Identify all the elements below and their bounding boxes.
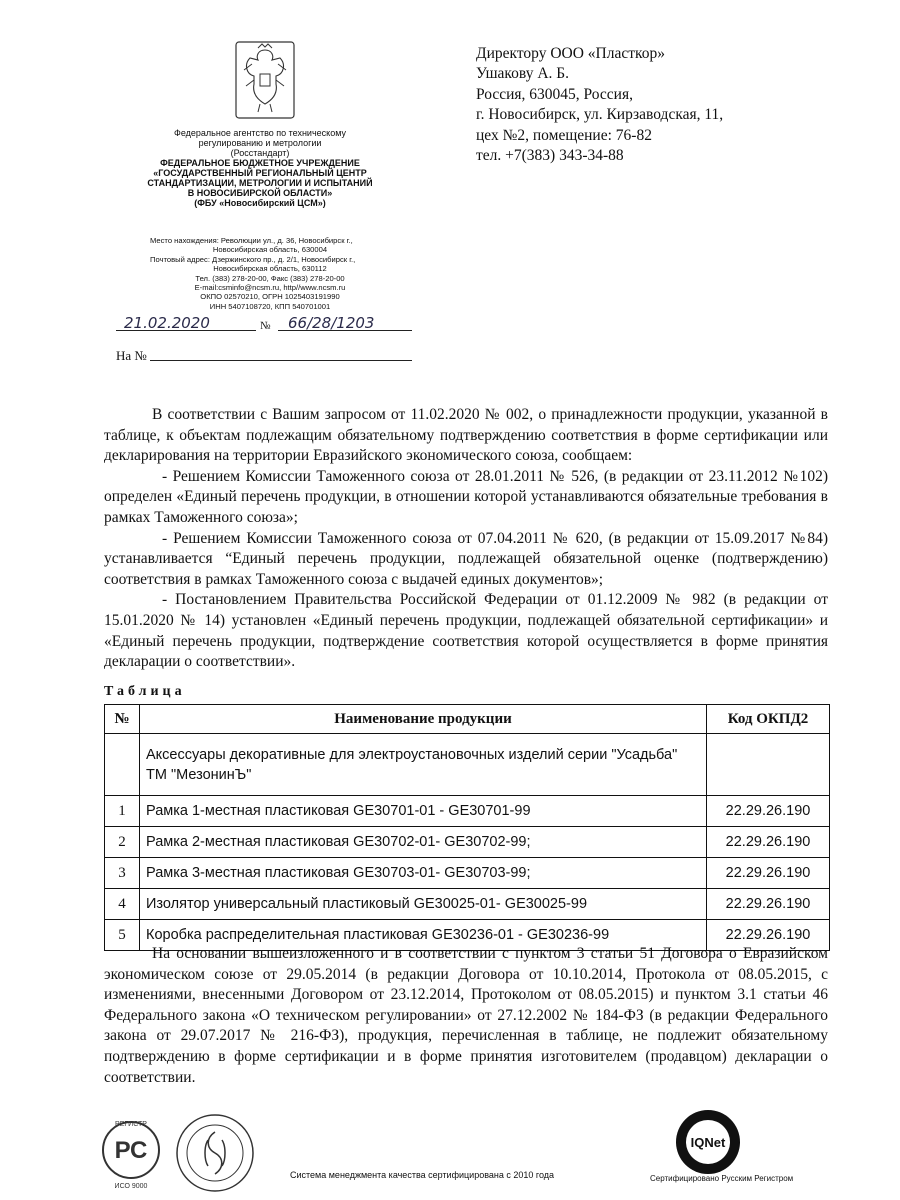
row-code: 22.29.26.190: [707, 858, 830, 889]
group-num-cell: [105, 734, 140, 796]
body-paragraph: - Постановлением Правительства Российской Федерации от 01.12.2009 № 982 (в редакции от 15.01.2020 № 14) установлен «Единый перечень продукции, подлежащей обязательной сертификации» и «Единый перечень продукции, подтверждение соответствия которой осуществляется в форме принятия декларации о соответствии».: [104, 591, 828, 671]
conclusion-block: [104, 944, 828, 1088]
conclusion-paragraph: На основании вышеизложенного и в соответствии с пунктом 3 статьи 51 Договора о Евразийском экономическом союзе от 29.05.2014 (в редакции Договора от 10.10.2014, Протокола от 08.05.2015, с изменениями, внесенными Договором от 23.12.2014, Протоколом от 08.05.2015) и пунктом 3.1 статьи 46 Федерального закона «О техническом регулировании» от 27.12.2002 № 184-ФЗ (в редакции Федерального закона от 29.07.2017 № 216-ФЗ), продукция, перечисленная в таблице, не подлежит обязательному подтверждению в форме сертификации и в форме принятия изготовителем (продавцом) декларации о соответствии.: [104, 945, 828, 1086]
contact-line: Почтовый адрес: Дзержинского пр., д. 2/1, Новосибирск г.,: [150, 254, 356, 264]
addressee-line: тел. +7(383) 343-34-88: [476, 147, 624, 165]
row-name: Рамка 1-местная пластиковая GE30701-01 - GE30701-99: [140, 796, 707, 827]
group-title: Аксессуары декоративные для электроустановочных изделий серии "Усадьба" ТМ "МезонинЪ": [140, 734, 707, 796]
products-table: [104, 704, 830, 951]
contact-line: Тел. (383) 278-20-00, Факс (383) 278-20-00: [195, 273, 345, 283]
group-code-cell: [707, 734, 830, 796]
table-row: [105, 889, 830, 920]
body-paragraph: - Решением Комиссии Таможенного союза от 28.01.2011 № 526, (в редакции от 23.11.2012 №102) определен «Единый перечень продукции, в отношении которой устанавливаются обязательные требования в рамках Таможенного союза»;: [104, 467, 828, 526]
handwritten-date: 21.02.2020: [124, 314, 210, 332]
row-num: 1: [105, 796, 140, 827]
table-row: [105, 827, 830, 858]
rst-logo-bottom-text: ИСО 9000: [114, 1183, 148, 1190]
institution-line: «ГОСУДАРСТВЕННЫЙ РЕГИОНАЛЬНЫЙ ЦЕНТР: [153, 168, 367, 178]
contact-line: Новосибирская область, 630112: [213, 264, 327, 274]
institution-line: СТАНДАРТИЗАЦИИ, МЕТРОЛОГИИ И ИСПЫТАНИЙ: [147, 178, 373, 188]
addressee-line: Директору ООО «Пласткор»: [476, 45, 665, 62]
agency-line: регулированию и метрологии: [198, 138, 322, 148]
quality-seal-logo: [174, 1112, 256, 1194]
header-code: Код ОКПД2: [707, 705, 830, 734]
contact-line: Новосибирская область, 630004: [212, 245, 328, 255]
reply-to-label: На №: [116, 348, 147, 363]
table-group-row: [105, 734, 830, 796]
row-name: Коробка распределительная пластиковая GE30236-01 - GE30236-99: [140, 920, 707, 951]
reply-to-underline: [150, 360, 412, 361]
row-code: 22.29.26.190: [707, 920, 830, 951]
institution-line: ФЕДЕРАЛЬНОЕ БЮДЖЕТНОЕ УЧРЕЖДЕНИЕ: [160, 158, 360, 168]
body-paragraph: - Решением Комиссии Таможенного союза от 07.04.2011 № 620, (в редакции от 15.09.2017 №84) устанавливается “Единый перечень продукции, подлежащей обязательной оценке (подтверждению) соответствия в рамках Таможенного союза с выдачей единых документов»;: [104, 529, 828, 588]
table-row: [105, 858, 830, 889]
table-caption: Таблица: [104, 684, 186, 699]
sender-contacts: [150, 236, 390, 311]
row-name: Рамка 3-местная пластиковая GE30703-01- GE30703-99;: [140, 858, 707, 889]
institution-line: В НОВОСИБИРСКОЙ ОБЛАСТИ»: [187, 188, 333, 198]
contact-line: Место нахождения: Революции ул., д. 36, Новосибирск г.,: [150, 236, 353, 245]
addressee-block: [476, 44, 806, 166]
qms-certification-note: Система менеджмента качества сертифицирована с 2010 года: [290, 1170, 555, 1180]
table-header-row: [105, 705, 830, 734]
table-row: [105, 796, 830, 827]
contact-line: E-mail:csminfo@ncsm.ru, http//www.ncsm.ru: [194, 283, 346, 293]
number-label: №: [260, 320, 271, 332]
iqnet-certification-logo: [664, 1106, 752, 1180]
rst-registry-logo: [100, 1112, 162, 1192]
row-num: 5: [105, 920, 140, 951]
body-paragraph: В соответствии с Вашим запросом от 11.02.2020 № 002, о принадлежности продукции, указанной в таблице, к объектам подлежащим обязательному подтверждению соответствия в форме сертификации или декларирования на территории Евразийского экономического союза, сообщаем:: [104, 406, 828, 465]
svg-text:РС: РС: [114, 1137, 148, 1164]
addressee-line: Ушакову А. Б.: [476, 65, 570, 83]
iqnet-certification-note: Сертифицировано Русским Регистром: [650, 1174, 794, 1183]
agency-line: Федеральное агентство по техническому: [174, 128, 346, 138]
handwritten-number: 66/28/1203: [288, 314, 375, 332]
row-num: 4: [105, 889, 140, 920]
row-code: 22.29.26.190: [707, 796, 830, 827]
coat-of-arms-emblem: [230, 40, 300, 122]
sender-organization: [110, 128, 410, 208]
institution-line: (ФБУ «Новосибирский ЦСМ»): [194, 198, 326, 208]
contact-line: ОКПО 02570210, ОГРН 1025403191990: [200, 292, 340, 302]
header-num: №: [105, 705, 140, 734]
addressee-line: цех №2, помещение: 76-82: [476, 126, 652, 144]
addressee-line: г. Новосибирск, ул. Кирзаводская, 11,: [476, 106, 724, 124]
agency-line: (Росстандарт): [230, 148, 290, 158]
row-name: Рамка 2-местная пластиковая GE30702-01- GE30702-99;: [140, 827, 707, 858]
contact-line: ИНН 5407108720, КПП 540701001: [209, 301, 331, 311]
header-name: Наименование продукции: [140, 705, 707, 734]
iqnet-logo-text: IQNet: [690, 1135, 726, 1150]
row-name: Изолятор универсальный пластиковый GE30025-01- GE30025-99: [140, 889, 707, 920]
row-code: 22.29.26.190: [707, 889, 830, 920]
addressee-line: Россия, 630045, Россия,: [476, 85, 633, 103]
row-num: 3: [105, 858, 140, 889]
row-num: 2: [105, 827, 140, 858]
row-code: 22.29.26.190: [707, 827, 830, 858]
rst-logo-top-text: РЕГИСТР: [115, 1121, 147, 1128]
letter-body: [104, 405, 828, 673]
